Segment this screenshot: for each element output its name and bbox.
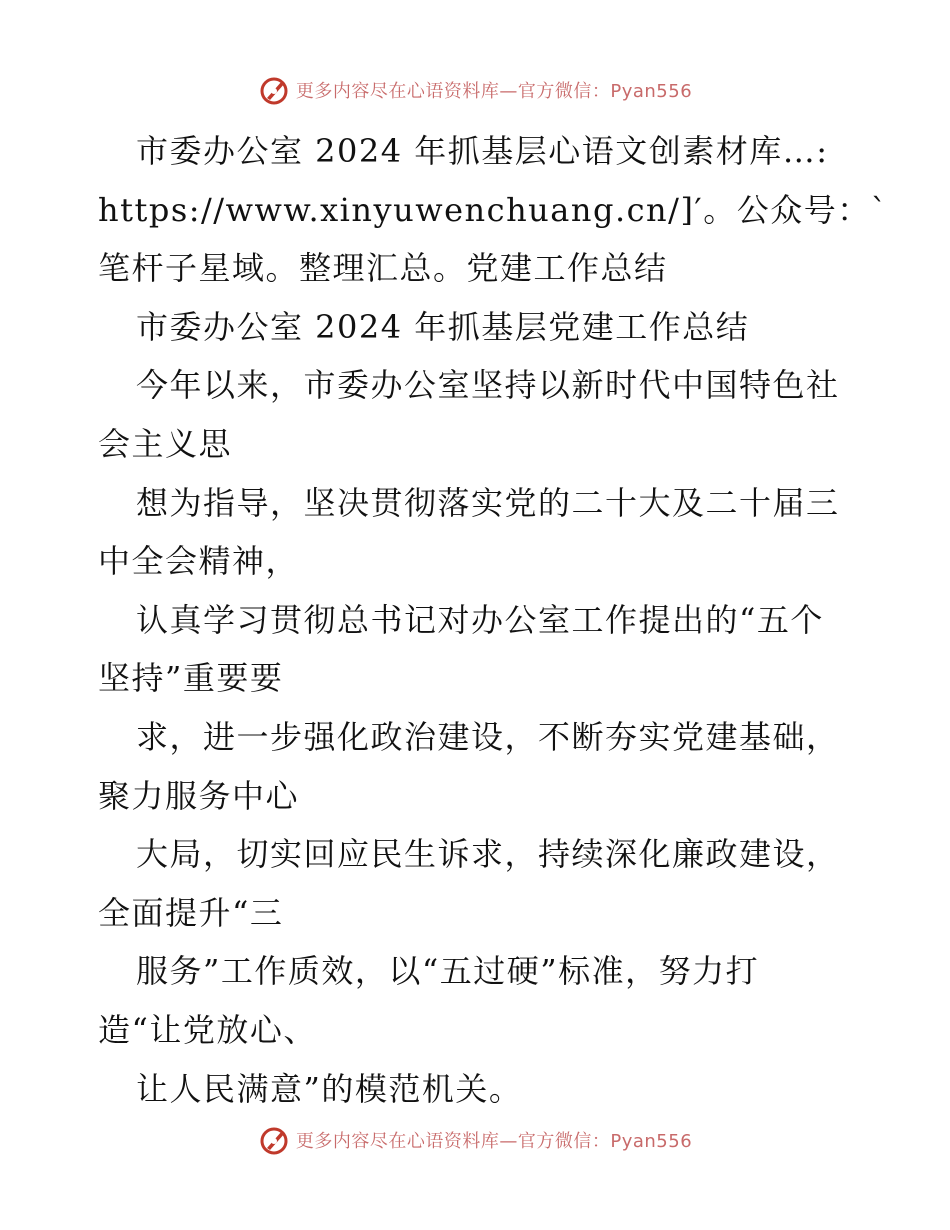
text-line: 让人民满意”的模范机关。: [136, 1069, 523, 1108]
text-line: 想为指导，坚决贯彻落实党的二十大及二十届三: [136, 483, 840, 522]
document-body: [98, 122, 889, 1118]
watermark-text: 更多内容尽在心语资料库—官方微信：Pyan556: [295, 1131, 693, 1152]
text-line: 坚持”重要要: [98, 659, 284, 698]
footer-watermark: [0, 1120, 950, 1160]
quill-pen-logo-icon: [258, 1124, 290, 1156]
text-line: 会主义思: [98, 424, 233, 463]
text-line: 求，进一步强化政治建设，不断夯实党建基础，: [136, 717, 840, 756]
text-line: 今年以来，市委办公室坚持以新时代中国特色社: [136, 366, 840, 405]
text-line: 笔杆子星域。整理汇总。党建工作总结: [98, 249, 668, 288]
text-line: 认真学习贯彻总书记对办公室工作提出的“五个: [136, 600, 824, 639]
text-line: 聚力服务中心: [98, 776, 300, 815]
header-watermark: [0, 70, 950, 110]
quill-pen-logo-icon: [258, 74, 290, 106]
text-line: 中全会精神，: [98, 542, 300, 581]
text-line: 服务”工作质效，以“五过硬”标准，努力打: [136, 952, 760, 991]
text-line: 大局，切实回应民生诉求，持续深化廉政建设，: [136, 835, 840, 874]
text-line: 市委办公室 2024 年抓基层心语文创素材库…:: [136, 132, 829, 170]
watermark-text: 更多内容尽在心语资料库—官方微信：Pyan556: [295, 81, 693, 102]
text-line: 造“让党放心、: [98, 1010, 317, 1049]
text-line: 全面提升“三: [98, 893, 284, 932]
document-title: 市委办公室 2024 年抓基层党建工作总结: [136, 307, 750, 346]
text-line: https://www.xinyuwenchuang.cn/]′。公众号：`: [98, 190, 889, 229]
